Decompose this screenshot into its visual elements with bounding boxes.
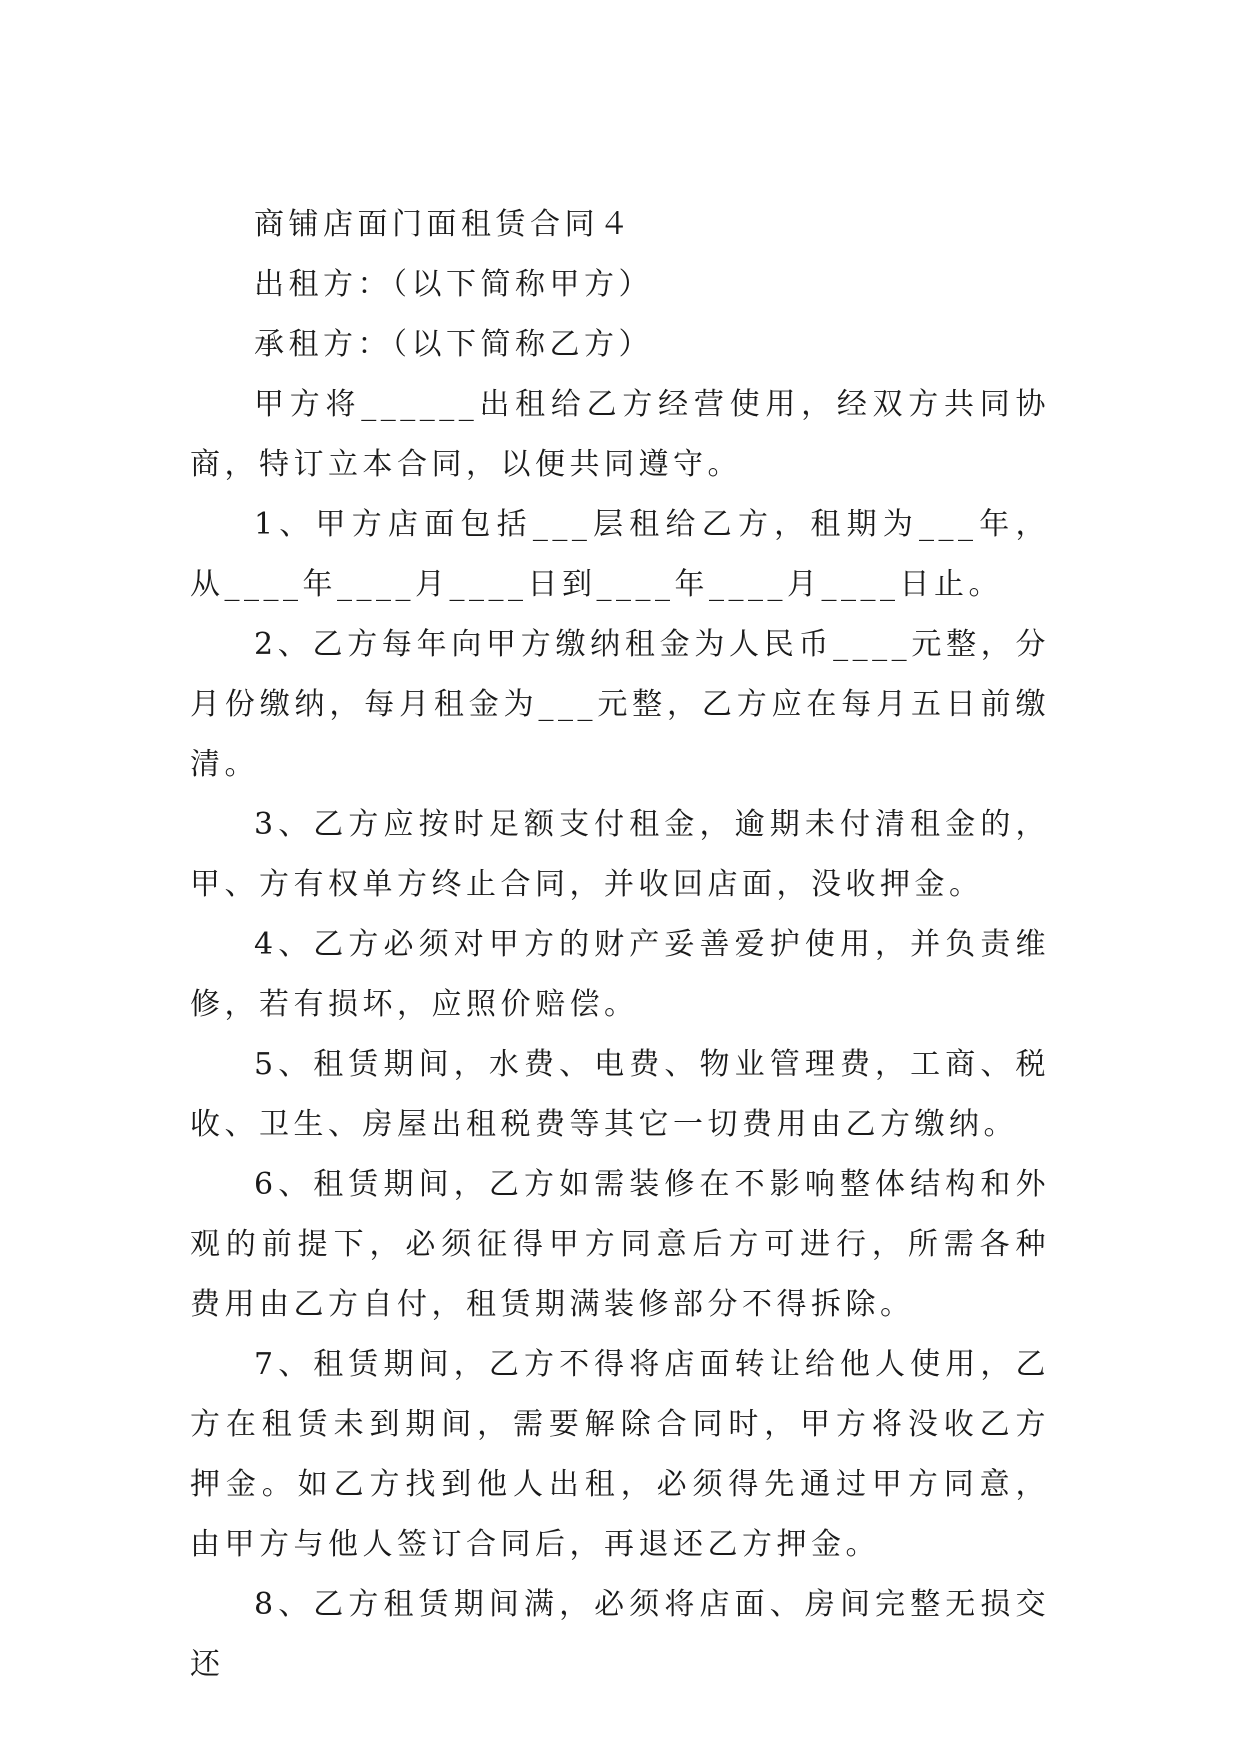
clause-5: 5、租赁期间，水费、电费、物业管理费，工商、税收、卫生、房屋出租税费等其它一切费用由乙方缴纳。 [190,1047,1050,1142]
document-title: 商铺店面门面租赁合同４ [254,207,634,242]
intro-paragraph: 甲方将______出租给乙方经营使用，经双方共同协商，特订立本合同，以便共同遵守。 [190,387,1050,482]
clause-3: 3、乙方应按时足额支付租金，逾期未付清租金的，甲、方有权单方终止合同，并收回店面，没收押金。 [190,807,1050,902]
document-page [190,195,1050,1695]
clause-7: 7、租赁期间，乙方不得将店面转让给他人使用，乙方在租赁未到期间，需要解除合同时，甲方将没收乙方押金。如乙方找到他人出租，必须得先通过甲方同意，由甲方与他人签订合同后，再退还乙方押金。 [190,1347,1050,1562]
clause-6: 6、租赁期间，乙方如需装修在不影响整体结构和外观的前提下，必须征得甲方同意后方可进行，所需各种费用由乙方自付，租赁期满装修部分不得拆除。 [190,1167,1050,1322]
clause-2: 2、乙方每年向甲方缴纳租金为人民币____元整，分月份缴纳，每月租金为___元整，乙方应在每月五日前缴清。 [190,627,1050,782]
lessee-line: 承租方：（以下简称乙方） [254,327,653,362]
clause-4: 4、乙方必须对甲方的财产妥善爱护使用，并负责维修，若有损坏，应照价赔偿。 [190,927,1050,1022]
lessor-line: 出租方：（以下简称甲方） [254,267,653,302]
clause-1: 1、甲方店面包括___层租给乙方，租期为___年，从____年____月____日到____年____月____日止。 [190,507,1050,602]
clause-8: 8、乙方租赁期间满，必须将店面、房间完整无损交还 [190,1587,1050,1682]
